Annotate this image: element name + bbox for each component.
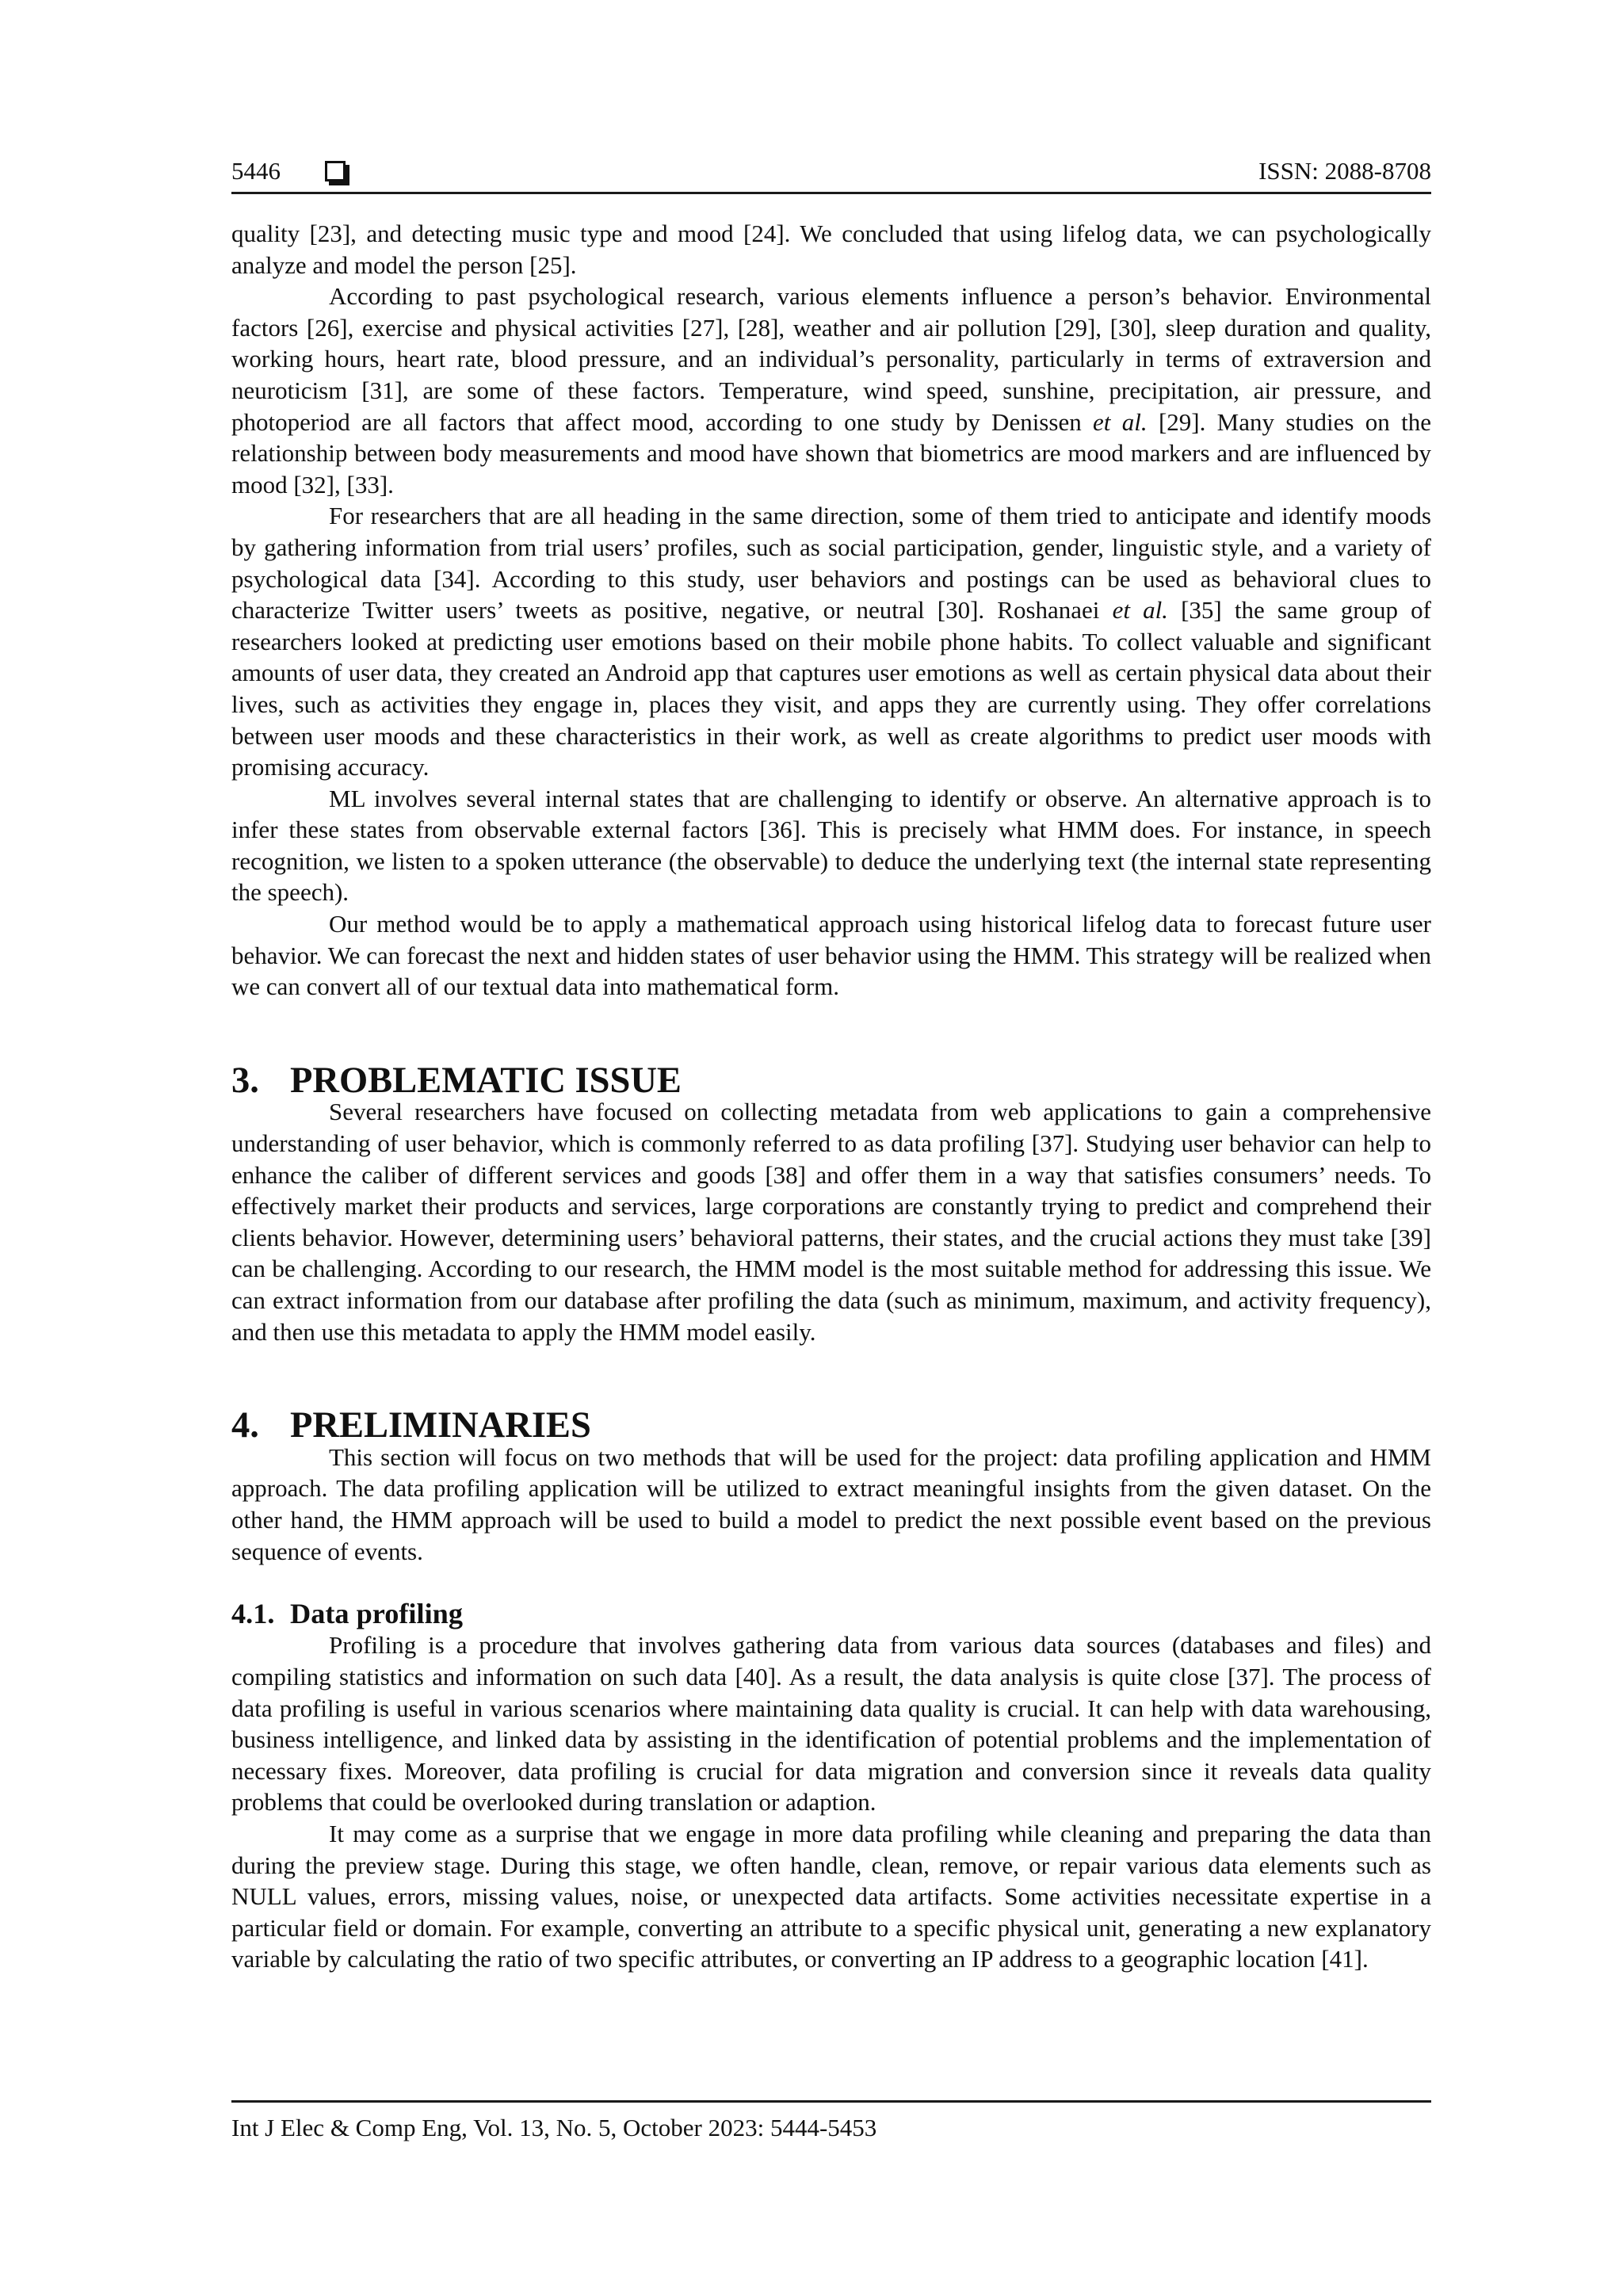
body-text	[231, 218, 1431, 1975]
paragraph-2-part-a: According to past psychological research, various elements influence a person’s behavior. Environmental factors [26], exercise and physical activities [27], [28], weather and air pollution [29], [30], sleep duration and quality, working hours, heart rate, blood pressure, and an individual’s personality, particularly in terms of extraversion and neuroticism [31], are some of these factors. Temperature, wind speed, sunshine, precipitation, air pressure, and photoperiod are all factors that affect mood, according to one study by Denissen	[231, 282, 1431, 436]
paragraph-2	[231, 281, 1431, 500]
section-4-heading	[231, 1405, 1431, 1446]
section-4-1-paragraph-2: It may come as a surprise that we engage in more data profiling while cleaning and preparing the data than during the preview stage. During this stage, we often handle, clean, remove, or repair various data elements such as NULL values, errors, missing values, noise, or unexpected data artifacts. Some activities necessitate expertise in a particular field or domain. For example, converting an attribute to a specific physical unit, generating a new explanatory variable by calculating the ratio of two specific attributes, or converting an IP address to a geographic location [41].	[231, 1819, 1431, 1973]
section-3-heading	[231, 1060, 1431, 1101]
et-al-citation: et al.	[1093, 407, 1148, 436]
paragraph-5: Our method would be to apply a mathematical approach using historical lifelog data to forecast future user behavior. We can forecast the next and hidden states of user behavior using the HMM. This strategy will be realized when we can convert all of our textual data into mathematical form.	[231, 910, 1431, 1001]
et-al-citation: et al.	[1112, 596, 1168, 625]
paragraph-1: quality [23], and detecting music type and mood [24]. We concluded that using lifelog data, we can psychologically analyze and model the person [25].	[231, 220, 1431, 279]
page-header	[231, 155, 1431, 194]
section-4-1-paragraph-1: Profiling is a procedure that involves gathering data from various data sources (databases and files) and compiling statistics and information on such data [40]. As a result, the data analysis is quite close [37]. The process of data profiling is useful in various scenarios where maintaining data quality is crucial. It can help with data warehousing, business intelligence, and linked data by assisting in the identification of potential problems and the implementation of necessary fixes. Moreover, data profiling is crucial for data migration and conversion since it reveals data quality problems that could be overlooked during translation or adaption.	[231, 1631, 1431, 1817]
section-4-title: PRELIMINARIES	[290, 1405, 591, 1446]
paragraph-3-part-b: [35] the same group of researchers looked at predicting user emotions based on their mobile phone habits. To collect valuable and significant amounts of user data, they created an Android app that captures user emotions as well as certain physical data about their lives, such as activities they engage in, places they visit, and apps they are currently using. They offer correlations between user moods and these characteristics in their work, as well as create algorithms to predict user moods with promising accuracy.	[231, 596, 1431, 781]
section-4-paragraph: This section will focus on two methods that will be used for the project: data profiling application and HMM approach. The data profiling application will be utilized to extract meaningful insights from the given dataset. On the other hand, the HMM approach will be used to build a model to predict the next possible event based on the previous sequence of events.	[231, 1442, 1431, 1565]
paragraph-3-part-a: For researchers that are all heading in the same direction, some of them tried to anticipate and identify moods by gathering information from trial users’ profiles, such as social participation, gender, linguistic style, and a variety of psychological data [34]. According to this study, user behaviors and postings can be used as behavioral clues to characterize Twitter users’ tweets as positive, negative, or neutral [30]. Roshanaei	[231, 502, 1431, 625]
paragraph-2-part-b: [29]. Many studies on the relationship between body measurements and mood have shown that biometrics are mood markers and are influenced by mood [32], [33].	[231, 407, 1431, 499]
section-3-title: PROBLEMATIC ISSUE	[290, 1060, 682, 1101]
spacer	[231, 1003, 1431, 1065]
page-number: 5446	[231, 157, 281, 185]
paragraph-3	[231, 500, 1431, 782]
spacer	[231, 1567, 1431, 1599]
section-4-1-title: Data profiling	[290, 1597, 463, 1629]
section-4-number: 4.	[231, 1405, 259, 1446]
issn-label: ISSN: 2088-8708	[1258, 157, 1431, 185]
paragraph-4: ML involves several internal states that are challenging to identify or observe. An alternative approach is to infer these states from observable external factors [36]. This is precisely what HMM does. For instance, in speech recognition, we listen to a spoken utterance (the observable) to deduce the underlying text (the internal state representing the speech).	[231, 784, 1431, 907]
square-box-icon	[325, 161, 346, 181]
section-3-paragraph: Several researchers have focused on collecting metadata from web applications to gain a comprehensive understanding of user behavior, which is commonly referred to as data profiling [37]. Studying user behavior can help to enhance the caliber of different services and goods [38] and offer them in a way that satisfies consumers’ needs. To effectively market their products and services, large corporations are constantly trying to predict and comprehend their clients behavior. However, determining users’ behavioral patterns, their states, and the crucial actions they must take [39] can be challenging. According to our research, the HMM model is the most suitable method for addressing this issue. We can extract information from our database after profiling the data (such as minimum, maximum, and activity frequency), and then use this metadata to apply the HMM model easily.	[231, 1098, 1431, 1346]
page-footer	[231, 2100, 1431, 2144]
section-4-1-number: 4.1.	[231, 1597, 275, 1629]
section-3-number: 3.	[231, 1060, 259, 1101]
spacer	[231, 1347, 1431, 1410]
journal-citation: Int J Elec & Comp Eng, Vol. 13, No. 5, October 2023: 5444-5453	[231, 2114, 877, 2141]
section-4-1-heading	[231, 1599, 1431, 1630]
